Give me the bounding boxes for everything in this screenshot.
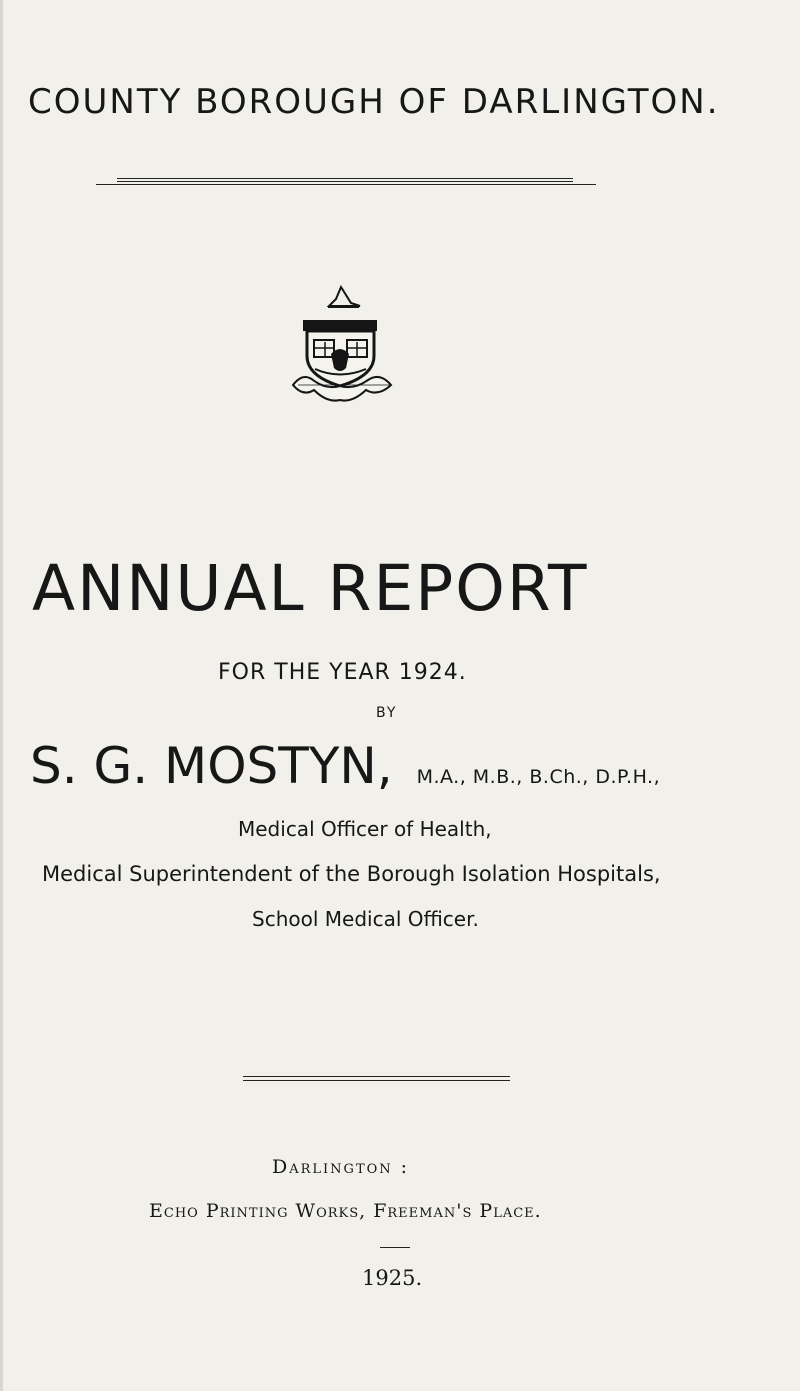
- authority-heading: COUNTY BOROUGH OF DARLINGTON.: [28, 82, 720, 122]
- borough-coat-of-arms-icon: [290, 284, 395, 406]
- lower-rule-bottom: [243, 1080, 510, 1081]
- author-role-school-medical-officer: School Medical Officer.: [252, 907, 479, 931]
- header-double-rule: [117, 178, 573, 182]
- imprint-year: 1925.: [362, 1266, 423, 1290]
- author-role-medical-officer: Medical Officer of Health,: [238, 817, 492, 841]
- lower-rule-top: [243, 1076, 510, 1077]
- author-name: S. G. MOSTYN,: [30, 737, 393, 795]
- author-qualifications: M.A., M.B., B.Ch., D.P.H.,: [416, 766, 661, 788]
- report-year-line: FOR THE YEAR 1924.: [218, 660, 467, 685]
- author-role-medical-superintendent: Medical Superintendent of the Borough Isolation Hospitals,: [42, 862, 661, 886]
- author-line: [30, 739, 660, 804]
- header-rule: [96, 184, 596, 185]
- imprint-dash: [380, 1247, 410, 1248]
- byline-label: BY: [376, 705, 398, 721]
- page-edge: [0, 0, 3, 1391]
- imprint-place: Darlington :: [272, 1156, 410, 1178]
- imprint-printer: Echo Printing Works, Freeman's Place.: [149, 1200, 542, 1222]
- report-title: ANNUAL REPORT: [32, 552, 589, 625]
